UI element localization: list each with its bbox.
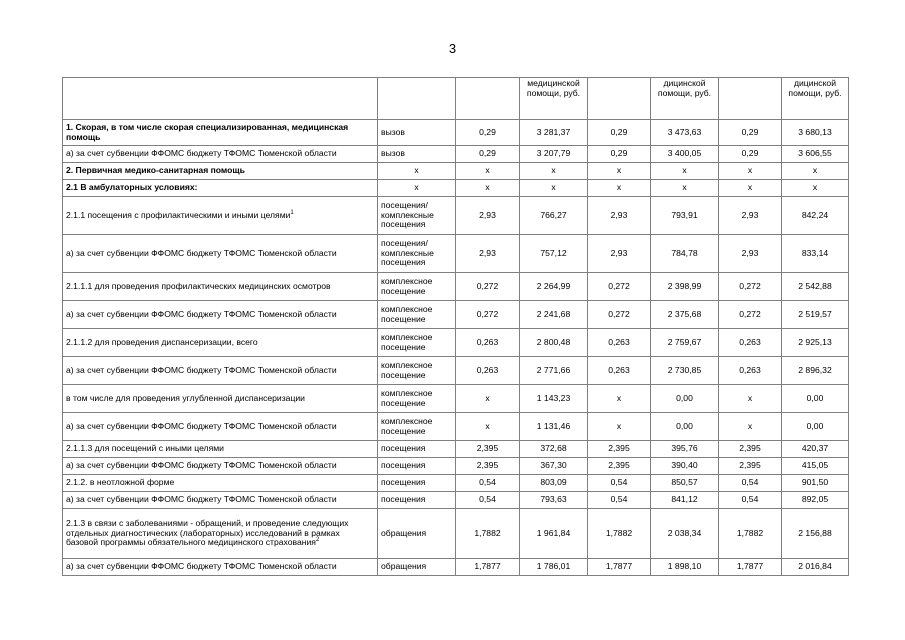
row-name bbox=[63, 413, 378, 441]
header-cell bbox=[378, 78, 456, 120]
value-cell: 766,27 bbox=[520, 197, 588, 235]
header-cell bbox=[456, 78, 520, 120]
value-cell: 850,57 bbox=[651, 475, 719, 492]
value-cell: х bbox=[719, 163, 782, 180]
value-cell: 2,93 bbox=[456, 197, 520, 235]
value-cell: 2 925,13 bbox=[782, 329, 849, 357]
value-cell: 0,29 bbox=[719, 146, 782, 163]
value-cell: х bbox=[456, 163, 520, 180]
row-unit: обращения bbox=[378, 509, 456, 559]
row-name bbox=[63, 559, 378, 576]
value-cell: 793,63 bbox=[520, 492, 588, 509]
value-cell: х bbox=[456, 413, 520, 441]
header-cell: дицинской помощи, руб. bbox=[651, 78, 719, 120]
row-name-text: а) за счет субвенции ФФОМС бюджету ТФОМС Тюменской области bbox=[66, 561, 337, 572]
value-cell: 2 730,85 bbox=[651, 357, 719, 385]
value-cell: 0,272 bbox=[588, 273, 651, 301]
table-row bbox=[63, 441, 849, 458]
value-cell: 3 207,79 bbox=[520, 146, 588, 163]
value-cell: х bbox=[651, 180, 719, 197]
value-cell: 2,395 bbox=[719, 458, 782, 475]
table-row bbox=[63, 273, 849, 301]
value-cell: 0,29 bbox=[719, 120, 782, 146]
row-name bbox=[63, 120, 378, 146]
value-cell: 395,76 bbox=[651, 441, 719, 458]
value-cell: 0,54 bbox=[456, 475, 520, 492]
value-cell: 2 156,88 bbox=[782, 509, 849, 559]
value-cell: 0,272 bbox=[719, 273, 782, 301]
value-cell: 0,29 bbox=[588, 146, 651, 163]
value-cell: 3 473,63 bbox=[651, 120, 719, 146]
value-cell: 1 961,84 bbox=[520, 509, 588, 559]
row-name bbox=[63, 329, 378, 357]
table-row bbox=[63, 509, 849, 559]
value-cell: 2 896,32 bbox=[782, 357, 849, 385]
value-cell: 3 281,37 bbox=[520, 120, 588, 146]
value-cell: 420,37 bbox=[782, 441, 849, 458]
value-cell: 2 800,48 bbox=[520, 329, 588, 357]
value-cell: 0,54 bbox=[588, 475, 651, 492]
header-cell: медицинской помощи, руб. bbox=[520, 78, 588, 120]
value-cell: 2 375,68 bbox=[651, 301, 719, 329]
value-cell: 1,7882 bbox=[719, 509, 782, 559]
footnote-marker: 1 bbox=[290, 209, 294, 216]
row-name-text: 2.1.3 в связи с заболеваниями - обращений, и проведение следующих отдельных диагностических (лабораторных) исследований в рамках базовой программы обязательного медицинского страхования bbox=[66, 517, 349, 548]
value-cell: 784,78 bbox=[651, 235, 719, 273]
row-name-text: 2.1.2. в неотложной форме bbox=[66, 477, 175, 488]
value-cell: х bbox=[719, 385, 782, 413]
row-unit: обращения bbox=[378, 559, 456, 576]
value-cell: 0,54 bbox=[719, 475, 782, 492]
row-unit: комплексное посещение bbox=[378, 329, 456, 357]
value-cell: 0,272 bbox=[719, 301, 782, 329]
table-row bbox=[63, 357, 849, 385]
value-cell: 2,395 bbox=[456, 458, 520, 475]
value-cell: 2 241,68 bbox=[520, 301, 588, 329]
value-cell: 2,93 bbox=[719, 235, 782, 273]
row-unit: посещения bbox=[378, 441, 456, 458]
header-cell: дицинской помощи, руб. bbox=[782, 78, 849, 120]
value-cell: 1 898,10 bbox=[651, 559, 719, 576]
row-unit: посещения bbox=[378, 492, 456, 509]
value-cell: 2 771,66 bbox=[520, 357, 588, 385]
row-unit: вызов bbox=[378, 146, 456, 163]
value-cell: х bbox=[456, 385, 520, 413]
value-cell: 367,30 bbox=[520, 458, 588, 475]
row-name-text: 2.1.1 посещения с профилактическими и иными целями bbox=[66, 209, 291, 220]
row-name bbox=[63, 301, 378, 329]
value-cell: 0,54 bbox=[719, 492, 782, 509]
value-cell: 390,40 bbox=[651, 458, 719, 475]
value-cell: 757,12 bbox=[520, 235, 588, 273]
row-name-text: а) за счет субвенции ФФОМС бюджету ТФОМС Тюменской области bbox=[66, 364, 337, 375]
row-name bbox=[63, 146, 378, 163]
value-cell: 0,263 bbox=[719, 329, 782, 357]
value-cell: 3 606,55 bbox=[782, 146, 849, 163]
row-name-text: а) за счет субвенции ФФОМС бюджету ТФОМС Тюменской области bbox=[66, 460, 337, 471]
value-cell: 0,272 bbox=[456, 301, 520, 329]
value-cell: 803,09 bbox=[520, 475, 588, 492]
table-row bbox=[63, 180, 849, 197]
row-unit: х bbox=[378, 163, 456, 180]
row-name-text: 2.1 В амбулаторных условиях: bbox=[66, 182, 198, 193]
value-cell: х bbox=[719, 180, 782, 197]
row-name bbox=[63, 180, 378, 197]
value-cell: х bbox=[651, 163, 719, 180]
table-header-row bbox=[63, 78, 849, 120]
value-cell: х bbox=[456, 180, 520, 197]
value-cell: 0,54 bbox=[588, 492, 651, 509]
table-row bbox=[63, 301, 849, 329]
table-row bbox=[63, 559, 849, 576]
value-cell: 2,93 bbox=[588, 197, 651, 235]
row-name-text: 2.1.1.1 для проведения профилактических медицинских осмотров bbox=[66, 280, 331, 291]
value-cell: 372,68 bbox=[520, 441, 588, 458]
row-name bbox=[63, 475, 378, 492]
row-name-text: а) за счет субвенции ФФОМС бюджету ТФОМС Тюменской области bbox=[66, 148, 337, 159]
value-cell: 0,54 bbox=[456, 492, 520, 509]
value-cell: 0,00 bbox=[782, 413, 849, 441]
value-cell: 0,263 bbox=[456, 357, 520, 385]
value-cell: 1,7877 bbox=[719, 559, 782, 576]
row-name-text: а) за счет субвенции ФФОМС бюджету ТФОМС Тюменской области bbox=[66, 420, 337, 431]
value-cell: х bbox=[588, 413, 651, 441]
value-cell: 2 759,67 bbox=[651, 329, 719, 357]
value-cell: 0,272 bbox=[588, 301, 651, 329]
value-cell: 0,29 bbox=[456, 146, 520, 163]
footnote-marker: 2 bbox=[315, 537, 320, 544]
header-cell bbox=[719, 78, 782, 120]
row-name-text: а) за счет субвенции ФФОМС бюджету ТФОМС Тюменской области bbox=[66, 494, 337, 505]
value-cell: х bbox=[520, 180, 588, 197]
value-cell: 0,272 bbox=[456, 273, 520, 301]
value-cell: 1,7877 bbox=[588, 559, 651, 576]
value-cell: 0,263 bbox=[588, 357, 651, 385]
value-cell: 0,00 bbox=[651, 413, 719, 441]
row-name-text: а) за счет субвенции ФФОМС бюджету ТФОМС Тюменской области bbox=[66, 247, 337, 258]
header-cell bbox=[63, 78, 378, 120]
table-row bbox=[63, 120, 849, 146]
row-unit: посещения bbox=[378, 458, 456, 475]
row-unit: вызов bbox=[378, 120, 456, 146]
table-row bbox=[63, 475, 849, 492]
table-row bbox=[63, 235, 849, 273]
row-name bbox=[63, 357, 378, 385]
value-cell: х bbox=[719, 413, 782, 441]
value-cell: 833,14 bbox=[782, 235, 849, 273]
value-cell: х bbox=[782, 180, 849, 197]
value-cell: х bbox=[782, 163, 849, 180]
value-cell: 1,7882 bbox=[456, 509, 520, 559]
tariff-table bbox=[62, 77, 849, 576]
row-name bbox=[63, 235, 378, 273]
value-cell: 3 680,13 bbox=[782, 120, 849, 146]
value-cell: 2 038,34 bbox=[651, 509, 719, 559]
row-name bbox=[63, 492, 378, 509]
value-cell: 892,05 bbox=[782, 492, 849, 509]
row-unit: комплексное посещение bbox=[378, 301, 456, 329]
row-name-text: 1. Скорая, в том числе скорая специализированная, медицинская помощь bbox=[66, 121, 349, 142]
row-unit: посещения/ комплексные посещения bbox=[378, 235, 456, 273]
value-cell: х bbox=[588, 163, 651, 180]
value-cell: 793,91 bbox=[651, 197, 719, 235]
value-cell: 2,93 bbox=[588, 235, 651, 273]
value-cell: 2 519,57 bbox=[782, 301, 849, 329]
value-cell: 1 131,46 bbox=[520, 413, 588, 441]
row-name-text: а) за счет субвенции ФФОМС бюджету ТФОМС Тюменской области bbox=[66, 308, 337, 319]
row-name bbox=[63, 509, 378, 559]
table-row bbox=[63, 413, 849, 441]
value-cell: х bbox=[588, 180, 651, 197]
row-name bbox=[63, 385, 378, 413]
value-cell: х bbox=[588, 385, 651, 413]
row-name-text: 2.1.1.2 для проведения диспансеризации, всего bbox=[66, 336, 258, 347]
row-unit: х bbox=[378, 180, 456, 197]
value-cell: 0,263 bbox=[719, 357, 782, 385]
value-cell: 1,7882 bbox=[588, 509, 651, 559]
value-cell: 2 264,99 bbox=[520, 273, 588, 301]
value-cell: 0,00 bbox=[651, 385, 719, 413]
value-cell: 2 398,99 bbox=[651, 273, 719, 301]
value-cell: 841,12 bbox=[651, 492, 719, 509]
value-cell: 0,29 bbox=[588, 120, 651, 146]
value-cell: 2,93 bbox=[456, 235, 520, 273]
row-name bbox=[63, 163, 378, 180]
table-row bbox=[63, 146, 849, 163]
value-cell: 0,29 bbox=[456, 120, 520, 146]
value-cell: 842,24 bbox=[782, 197, 849, 235]
value-cell: 3 400,05 bbox=[651, 146, 719, 163]
row-name bbox=[63, 273, 378, 301]
table-row bbox=[63, 385, 849, 413]
row-unit: комплексное посещение bbox=[378, 357, 456, 385]
table-row bbox=[63, 163, 849, 180]
value-cell: 901,50 bbox=[782, 475, 849, 492]
row-name-text: 2. Первичная медико-санитарная помощь bbox=[66, 165, 245, 176]
value-cell: 415,05 bbox=[782, 458, 849, 475]
value-cell: 2 542,88 bbox=[782, 273, 849, 301]
row-unit: комплексное посещение bbox=[378, 413, 456, 441]
page-number: 3 bbox=[448, 41, 457, 56]
row-name-text: 2.1.1.3 для посещений с иными целями bbox=[66, 443, 224, 454]
value-cell: 0,263 bbox=[456, 329, 520, 357]
row-name bbox=[63, 441, 378, 458]
table-row bbox=[63, 492, 849, 509]
value-cell: 0,263 bbox=[588, 329, 651, 357]
value-cell: 2,395 bbox=[456, 441, 520, 458]
row-name-text: в том числе для проведения углубленной диспансеризации bbox=[66, 392, 305, 403]
value-cell: 2,93 bbox=[719, 197, 782, 235]
value-cell: 0,00 bbox=[782, 385, 849, 413]
value-cell: 1 143,23 bbox=[520, 385, 588, 413]
value-cell: 1 786,01 bbox=[520, 559, 588, 576]
table-row bbox=[63, 329, 849, 357]
row-unit: комплексное посещение bbox=[378, 273, 456, 301]
value-cell: 2,395 bbox=[588, 441, 651, 458]
row-name bbox=[63, 197, 378, 235]
table-row bbox=[63, 197, 849, 235]
row-name bbox=[63, 458, 378, 475]
header-cell bbox=[588, 78, 651, 120]
value-cell: 2,395 bbox=[719, 441, 782, 458]
row-unit: посещения bbox=[378, 475, 456, 492]
value-cell: 2,395 bbox=[588, 458, 651, 475]
value-cell: 2 016,84 bbox=[782, 559, 849, 576]
value-cell: 1,7877 bbox=[456, 559, 520, 576]
row-unit: посещения/ комплексные посещения bbox=[378, 197, 456, 235]
table-row bbox=[63, 458, 849, 475]
row-unit: комплексное посещение bbox=[378, 385, 456, 413]
value-cell: х bbox=[520, 163, 588, 180]
